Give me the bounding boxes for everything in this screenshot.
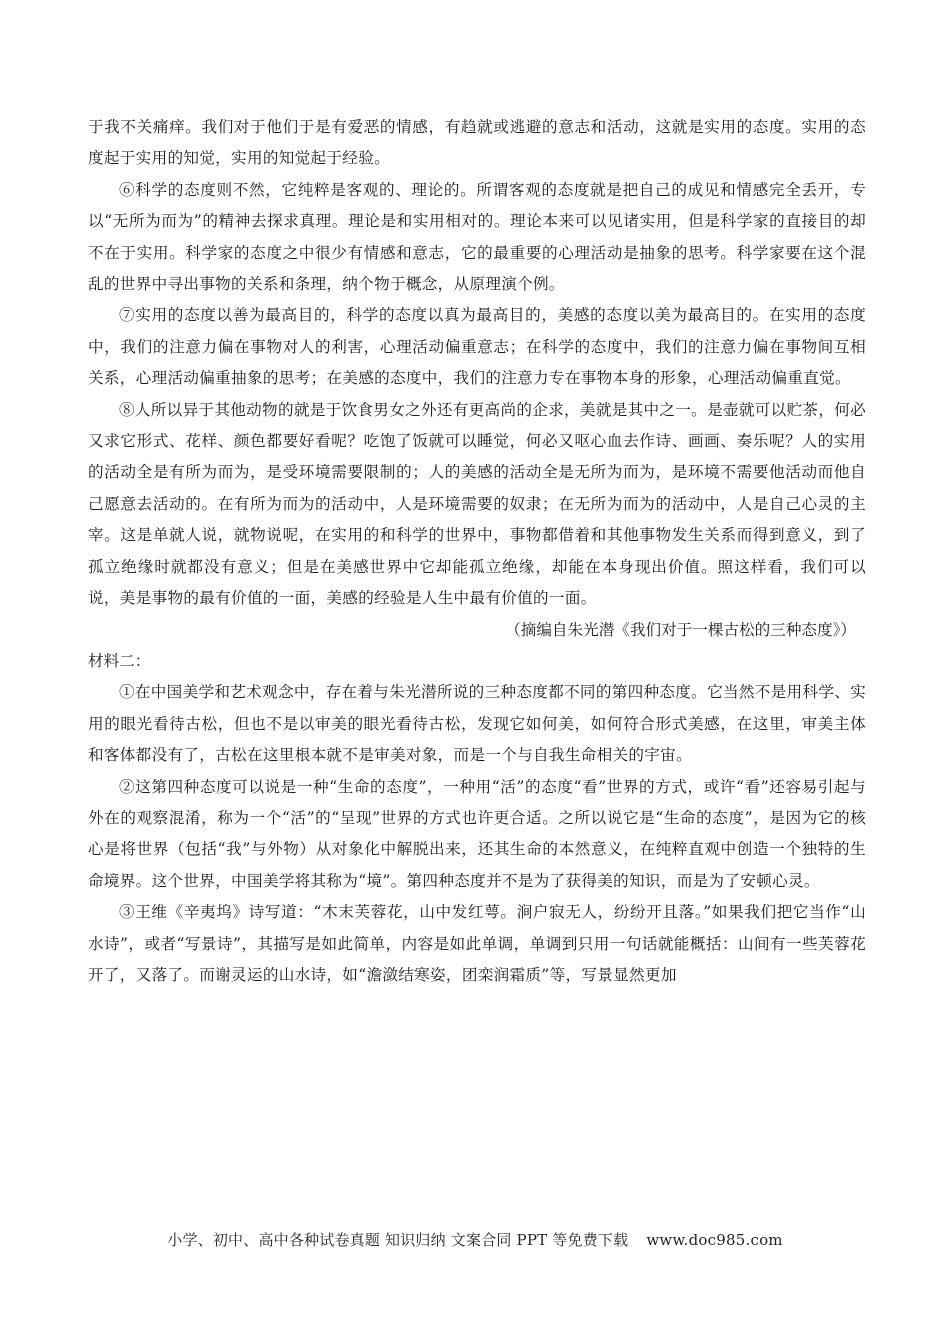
material-2-heading: 材料二： bbox=[88, 651, 151, 670]
material-2-paragraph-2: ②这第四种态度可以说是一种“生命的态度”，一种用“活”的态度“看”世界的方式，或许“看”还容易引起与外在的观察混淆，称为一个“活”的“呈现”世界的方式也许更合适。之所以说它是“生命的态度”，是因为它的核心是将世界（包括“我”与外物）从对象化中解脱出来，还其生命的本然意义，在纯粹直观中创造一个独特的生命境界。这个世界，中国美学将其称为“境”。第四种态度并不是为了获得美的知识，而是为了安顿心灵。 bbox=[88, 777, 866, 890]
material-2-paragraph-3: ③王维《辛夷坞》诗写道：“木末芙蓉花，山中发红萼。涧户寂无人，纷纷开且落。”如果我们把它当作“山水诗”，或者“写景诗”，其描写是如此简单，内容是如此单调，单调到只用一句话就能概括：山间有一些芙蓉花开了，又落了。而谢灵运的山水诗，如“澹潋结寒姿，团栾润霜质”等，写景显然更加 bbox=[88, 903, 866, 984]
document-body bbox=[88, 112, 866, 991]
paragraph-8: ⑧人所以异于其他动物的就是于饮食男女之外还有更高尚的企求，美就是其中之一。是壶就可以贮茶，何必又求它形式、花样、颜色都要好看呢？吃饱了饭就可以睡觉，何必又呕心血去作诗、画画、奏乐呢？人的实用的活动全是有所为而为，是受环境需要限制的；人的美感的活动全是无所为而为，是环境不需要他活动而他自己愿意去活动的。在有所为而为的活动中，人是环境需要的奴隶；在无所为而为的活动中，人是自己心灵的主宰。这是单就人说，就物说呢，在实用的和科学的世界中，事物都借着和其他事物发生关系而得到意义，到了孤立绝缘时就都没有意义；但是在美感世界中它却能孤立绝缘，却能在本身现出价值。照这样看，我们可以说，美是事物的最有价值的一面，美感的经验是人生中最有价值的一面。 bbox=[88, 400, 867, 608]
paragraph-7: ⑦实用的态度以善为最高目的，科学的态度以真为最高目的，美感的态度以美为最高目的。在实用的态度中，我们的注意力偏在事物对人的利害，心理活动偏重意志；在科学的态度中，我们的注意力偏在事物间互相关系，心理活动偏重抽象的思考；在美感的态度中，我们的注意力专在事物本身的形象，心理活动偏重直觉。 bbox=[88, 306, 866, 388]
footer-text: 小学、初中、高中各种试卷真题 知识归纳 文案合同 PPT 等免费下载 bbox=[167, 1231, 629, 1249]
source-citation: （摘编自朱光潜《我们对于一棵古松的三种态度》） bbox=[505, 620, 856, 639]
page-footer bbox=[0, 1229, 950, 1250]
paragraph-continued: 于我不关痛痒。我们对于他们于是有爱恶的情感，有趋就或逃避的意志和活动，这就是实用的态度。实用的态度起于实用的知觉，实用的知觉起于经验。 bbox=[88, 118, 866, 168]
footer-link[interactable]: www.doc985.com bbox=[646, 1231, 783, 1249]
material-2-paragraph-1: ①在中国美学和艺术观念中，存在着与朱光潜所说的三种态度都不同的第四种态度。它当然不是用科学、实用的眼光看待古松，但也不是以审美的眼光看待古松，发现它如何美，如何符合形式美感，在这里，审美主体和客体都没有了，古松在这里根本就不是审美对象，而是一个与自我生命相关的宇宙。 bbox=[88, 683, 867, 765]
paragraph-6: ⑥科学的态度则不然，它纯粹是客观的、理论的。所谓客观的态度就是把自己的成见和情感完全丢开，专以“无所为而为”的精神去探求真理。理论是和实用相对的。理论本来可以见诸实用，但是科学家的直接目的却不在于实用。科学家的态度之中很少有情感和意志，它的最重要的心理活动是抽象的思考。科学家要在这个混乱的世界中寻出事物的关系和条理，纳个物于概念，从原理演个例。 bbox=[88, 180, 866, 294]
